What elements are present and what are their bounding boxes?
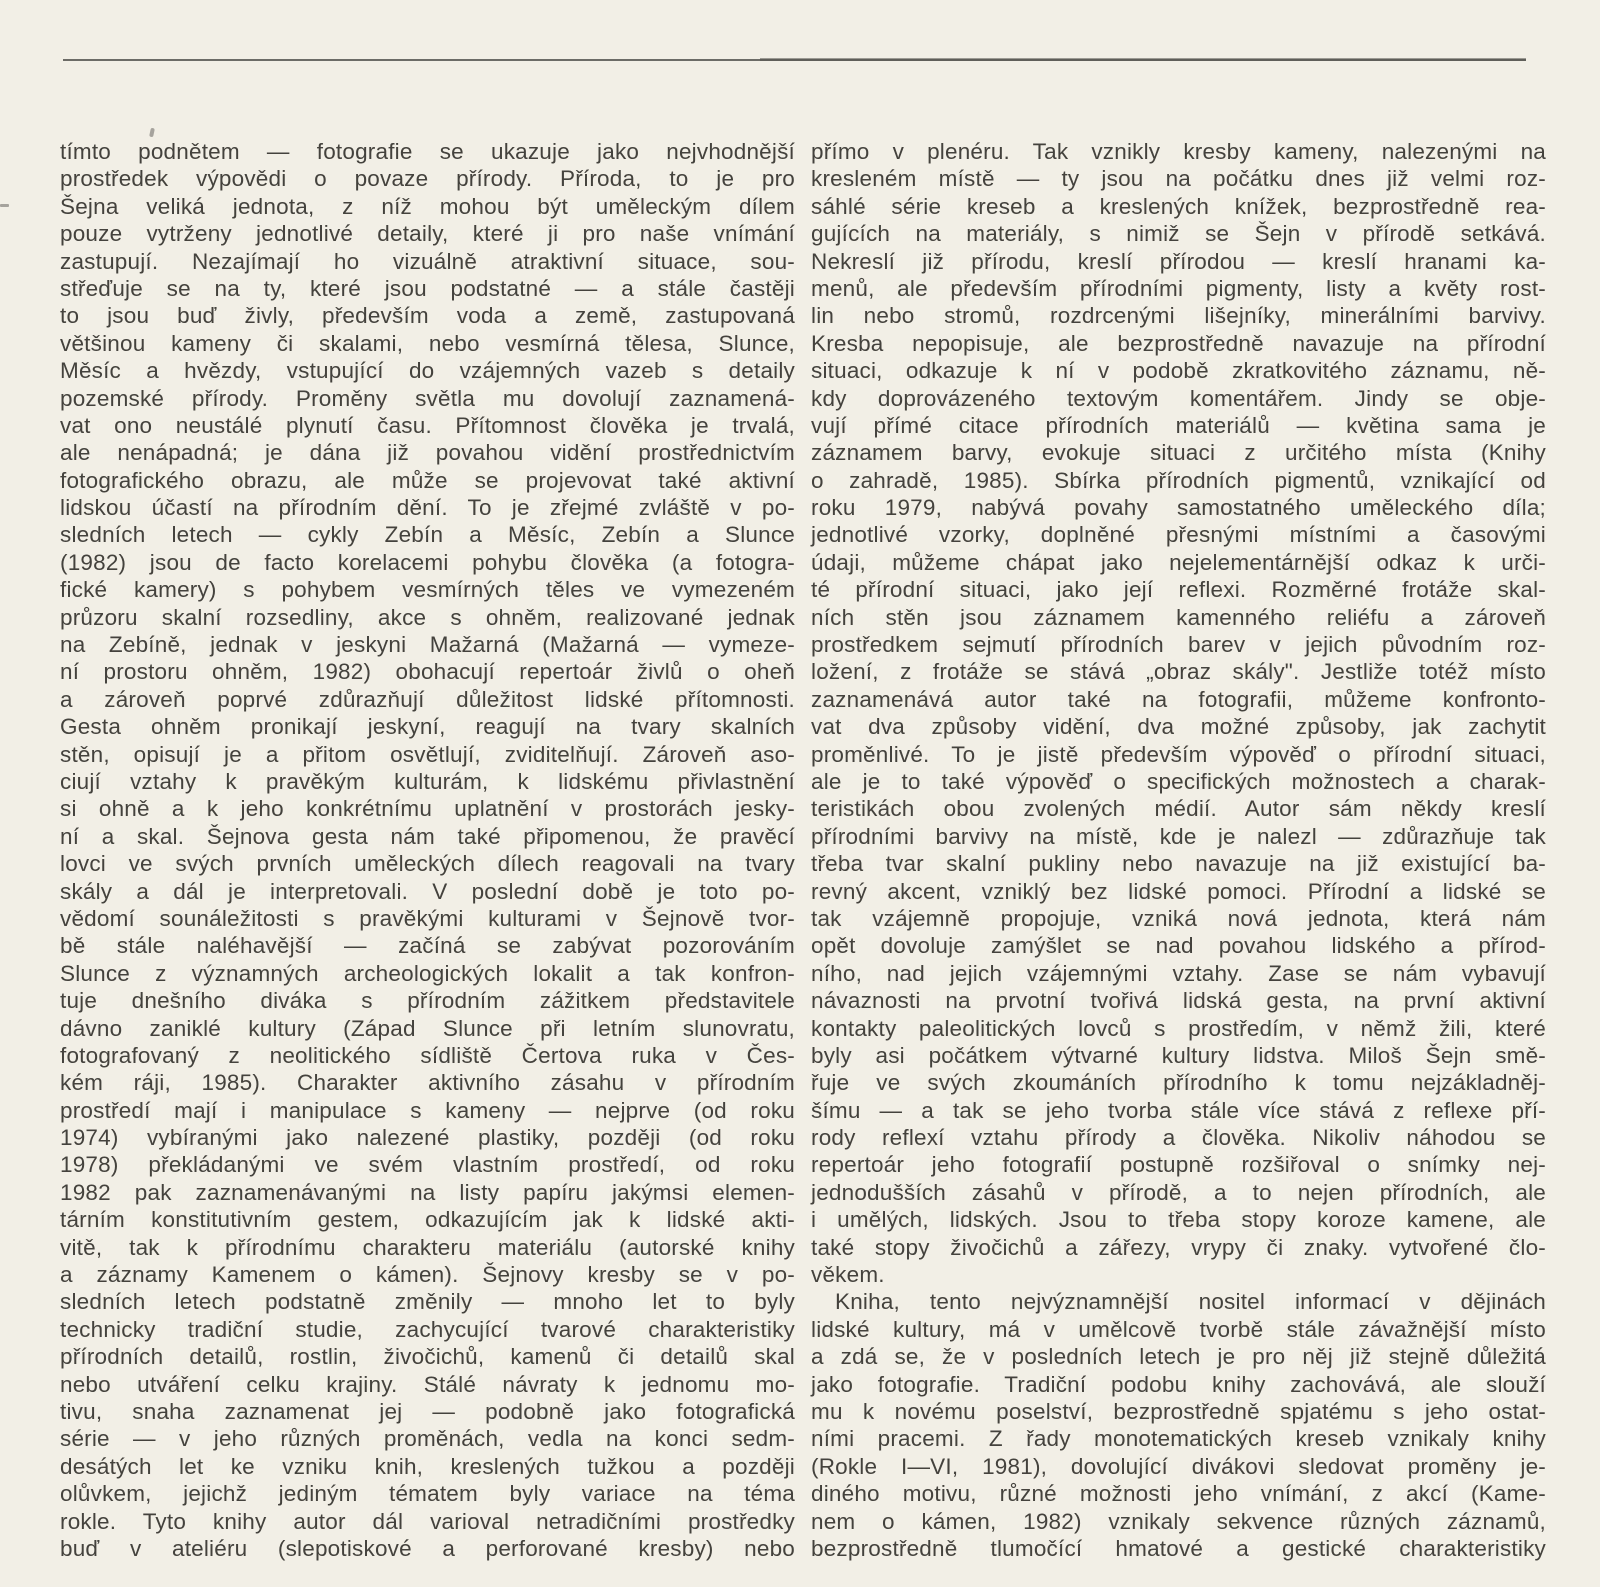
text-line: Měsíc a hvězdy, vstupující do vzájemných vazeb s detaily (60, 358, 795, 384)
text-line: byly asi počátkem výtvarné kultury lidstva. Miloš Šejn smě- (811, 1042, 1546, 1068)
column-left (60, 138, 795, 1562)
scan-artifact (149, 128, 155, 138)
text-line: olůvkem, jejichž jediným tématem byly variace na téma (60, 1481, 795, 1507)
text-line: (Rokle I—VI, 1981), dovolující divákovi sledovat proměny je- (811, 1453, 1546, 1479)
text-line: kontakty paleolitických lovců s prostředím, v němž žili, které (811, 1015, 1546, 1041)
text-line: si ohně a k jeho konkrétnímu uplatnění v prostorách jesky- (60, 796, 795, 822)
text-line: diného motivu, různé možnosti jeho vnímání, z akcí (Kame- (811, 1481, 1546, 1507)
text-line: skály a dál je interpretovali. V poslední době je toto po- (60, 878, 795, 904)
text-line: desátých let ke vzniku knih, kreslených tužkou a později (60, 1453, 795, 1479)
text-line: také stopy živočichů a zářezy, vrypy či znaky. vytvořené člo- (811, 1234, 1546, 1260)
text-line: kdy doprovázeného textovým komentářem. Jindy se obje- (811, 385, 1546, 411)
text-line: rokle. Tyto knihy autor dál varioval netradičními prostředky (60, 1508, 795, 1534)
text-line: zastupují. Nezajímají ho vizuálně atraktivní situace, sou- (60, 248, 795, 274)
text-line: přírodními barvivy na místě, kde je nalezl — zdůrazňuje tak (811, 823, 1546, 849)
text-line: vují přímé citace přírodních materiálů — květina sama je (811, 412, 1546, 438)
text-line: bě stále naléhavější — začíná se zabývat pozorováním (60, 933, 795, 959)
text-line: bezprostředně tlumočící hmatové a gestické charakteristiky (811, 1535, 1546, 1561)
text-line: opět dovoluje zamýšlet se nad povahou lidského a přírod- (811, 933, 1546, 959)
text-line: fické kamery) s pohybem vesmírných těles ve vymezeném (60, 577, 795, 603)
text-line: gujících na materiály, s nimiž se Šejn v přírodě setkává. (811, 221, 1546, 247)
text-line: Nekreslí již přírodu, kreslí přírodou — kreslí hranami ka- (811, 248, 1546, 274)
text-line: ního, nad jejich vzájemnými vztahy. Zase se nám vybavují (811, 960, 1546, 986)
text-block (60, 138, 1546, 1562)
text-line: to jsou buď živly, především voda a země, zastupovaná (60, 303, 795, 329)
text-line: průzoru skalní rozsedliny, akce s ohněm, realizované jednak (60, 604, 795, 630)
text-line: ale nenápadná; je dána již povahou vidění prostřednictvím (60, 440, 795, 466)
text-line: sledních letech — cykly Zebín a Měsíc, Zebín a Slunce (60, 522, 795, 548)
text-line: zaznamenává autor také na fotografii, můžeme konfronto- (811, 686, 1546, 712)
text-line: Slunce z významných archeologických lokalit a tak konfron- (60, 960, 795, 986)
text-line: dávno zaniklé kultury (Západ Slunce při letním slunovratu, (60, 1015, 795, 1041)
text-line: pozemské přírody. Proměny světla mu dovolují zaznamená- (60, 385, 795, 411)
text-line: sáhlé série kreseb a kreslených knížek, bezprostředně rea- (811, 193, 1546, 219)
text-line: vat ono neustálé plynutí času. Přítomnost člověka je trvalá, (60, 412, 795, 438)
text-line: řuje ve svých zkoumáních přírodního k tomu nejzákladněj- (811, 1070, 1546, 1096)
text-line: i umělých, lidských. Jsou to třeba stopy koroze kamene, ale (811, 1207, 1546, 1233)
text-line: třeba tvar skalní pukliny nebo navazuje na již existující ba- (811, 851, 1546, 877)
text-line: mu k novému poselství, bezprostředně spjatému s jeho ostat- (811, 1398, 1546, 1424)
text-line: sledních letech podstatně změnily — mnoho let to byly (60, 1289, 795, 1315)
text-line: jednodušších zásahů v přírodě, a to nejen přírodních, ale (811, 1179, 1546, 1205)
text-line: ložení, z frotáže se stává „obraz skály". Jestliže totéž místo (811, 659, 1546, 685)
text-line: situaci, odkazuje k ní v podobě zkratkovitého záznamu, ně- (811, 358, 1546, 384)
text-line: lin nebo stromů, rozdrcenými lišejníky, minerálními barvivy. (811, 303, 1546, 329)
text-line: menů, ale především přírodními pigmenty, listy a květy rost- (811, 275, 1546, 301)
text-line: přímo v plenéru. Tak vznikly kresby kameny, nalezenými na (811, 139, 1546, 164)
text-line: technicky tradiční studie, zachycující tvarové charakteristiky (60, 1316, 795, 1342)
text-line: teristikách obou zvolených médií. Autor sám někdy kreslí (811, 796, 1546, 822)
text-line: ních stěn jsou záznamem kamenného reliéfu a zároveň (811, 604, 1546, 630)
text-line: (1982) jsou de facto korelacemi pohybu člověka (a fotogra- (60, 549, 795, 575)
text-line: pouze vytrženy jednotlivé detaily, které ji pro naše vnímání (60, 221, 795, 247)
text-line: na Zebíně, jednak v jeskyni Mažarná (Mažarná — vymeze- (60, 632, 795, 658)
text-line: 1982 pak zaznamenávanými na listy papíru jakýmsi elemen- (60, 1179, 795, 1205)
text-line: o zahradě, 1985). Sbírka přírodních pigmentů, vznikající od (811, 467, 1546, 493)
text-line: a záznamy Kamenem o kámen). Šejnovy kresby se v po- (60, 1262, 795, 1288)
text-line: kresleném místě — ty jsou na počátku dnes již velmi roz- (811, 166, 1546, 192)
text-line: prostředkem sejmutí přírodních barev v jejich původním roz- (811, 632, 1546, 658)
text-line: většinou kameny či skalami, nebo vesmírná tělesa, Slunce, (60, 330, 795, 356)
text-line: tivu, snaha zaznamenat jej — podobně jako fotografická (60, 1398, 795, 1424)
header-rule-shade (760, 58, 1526, 61)
text-line: lidské kultury, má v umělcově tvorbě stále závažnější místo (811, 1316, 1546, 1342)
text-line: tárním konstitutivním gestem, odkazujícím jak k lidské akti- (60, 1207, 795, 1233)
text-line: a zdá se, že v posledních letech je pro něj již stejně důležitá (811, 1344, 1546, 1370)
text-line: kém ráji, 1985). Charakter aktivního zásahu v přírodním (60, 1070, 795, 1096)
text-line: 1974) vybíranými jako nalezené plastiky, později (od roku (60, 1125, 795, 1151)
text-line: ale je to také výpověď o specifických možnostech a charak- (811, 768, 1546, 794)
text-line: stěn, opisují je a přitom osvětlují, zviditelňují. Zároveň aso- (60, 741, 795, 767)
text-line: šímu — a tak se jeho tvorba stále více stává z reflexe pří- (811, 1097, 1546, 1123)
text-line: roku 1979, nabývá povahy samostatného uměleckého díla; (811, 495, 1546, 521)
text-line: záznamem barvy, evokuje situaci z určitého místa (Knihy (811, 440, 1546, 466)
text-line: Kresba nepopisuje, ale bezprostředně navazuje na přírodní (811, 330, 1546, 356)
text-line: věkem. (811, 1262, 885, 1288)
text-line: tuje dnešního diváka s přírodním zážitkem představitele (60, 988, 795, 1014)
text-line: tak vzájemně propojuje, vzniká nová jednota, která nám (811, 905, 1546, 931)
text-line: buď v ateliéru (slepotiskové a perforované kresby) nebo (60, 1535, 795, 1561)
text-line: Kniha, tento nejvýznamnější nositel informací v dějinách (835, 1289, 1546, 1315)
text-line: lidskou účastí na přírodním dění. To je zřejmé zvláště v po- (60, 495, 795, 521)
text-line: jednotlivé vzorky, doplněné přesnými místními a časovými (811, 522, 1546, 548)
text-line: fotografického obrazu, ale může se projevovat také aktivní (60, 467, 795, 493)
text-line: střeďuje se na ty, které jsou podstatné — a stále častěji (60, 275, 795, 301)
text-line: proměnlivé. To je jistě především výpověď o přírodní situaci, (811, 741, 1546, 767)
text-line: vědomí sounáležitosti s pravěkými kulturami v Šejnově tvor- (60, 905, 795, 931)
text-line: fotografovaný z neolitického sídliště Čertova ruka v Čes- (60, 1042, 795, 1068)
text-line: vat dva způsoby vidění, dva možné způsoby, jak zachytit (811, 714, 1546, 740)
text-line: a zároveň poprvé zdůrazňují důležitost lidské přítomnosti. (60, 686, 795, 712)
text-line: ními pracemi. Z řady monotematických kreseb vznikaly knihy (811, 1426, 1546, 1452)
column-right (811, 138, 1546, 1562)
text-line: revný akcent, vzniklý bez lidské pomoci. Přírodní a lidské se (811, 878, 1546, 904)
text-line: rody reflexí vztahu přírody a člověka. Nikoliv náhodou se (811, 1125, 1546, 1151)
text-line: 1978) překládanými ve svém vlastním prostředí, od roku (60, 1152, 795, 1178)
text-line: návaznosti na prvotní tvořivá lidská gesta, na první aktivní (811, 988, 1546, 1014)
text-line: Gesta ohněm pronikají jeskyní, reagují na tvary skalních (60, 714, 795, 740)
text-line: Šejna veliká jednota, z níž mohou být uměleckým dílem (60, 193, 795, 219)
text-line: té přírodní situaci, jako její reflexi. Rozměrné frotáže skal- (811, 577, 1546, 603)
text-line: ní prostoru ohněm, 1982) obohacují repertoár živlů o oheň (60, 659, 795, 685)
text-line: jako fotografie. Tradiční podobu knihy zachovává, ale slouží (811, 1371, 1546, 1397)
text-line: série — v jeho různých proměnách, vedla na konci sedm- (60, 1426, 795, 1452)
text-line: prostředí mají i manipulace s kameny — nejprve (od roku (60, 1097, 795, 1123)
text-line: nebo utváření celku krajiny. Stálé návraty k jednomu mo- (60, 1371, 795, 1397)
text-line: přírodních detailů, rostlin, živočichů, kamenů či detailů skal (60, 1344, 795, 1370)
text-line: tímto podnětem — fotografie se ukazuje jako nejvhodnější (60, 139, 795, 164)
text-line: údaji, můžeme chápat jako nejelementárnější odkaz k urči- (811, 549, 1546, 575)
scan-artifact (0, 204, 9, 207)
text-line: ciují vztahy k pravěkým kulturám, k lidskému přivlastnění (60, 768, 795, 794)
text-line: nem o kámen, 1982) vznikaly sekvence různých záznamů, (811, 1508, 1546, 1534)
text-line: ní a skal. Šejnova gesta nám také připomenou, že pravěcí (60, 823, 795, 849)
text-line: repertoár jeho fotografií postupně rozšiřoval o snímky nej- (811, 1152, 1546, 1178)
text-line: lovci ve svých prvních uměleckých dílech reagovali na tvary (60, 851, 795, 877)
text-line: vitě, tak k přírodnímu charakteru materiálu (autorské knihy (60, 1234, 795, 1260)
text-line: prostředek výpovědi o povaze přírody. Příroda, to je pro (60, 166, 795, 192)
